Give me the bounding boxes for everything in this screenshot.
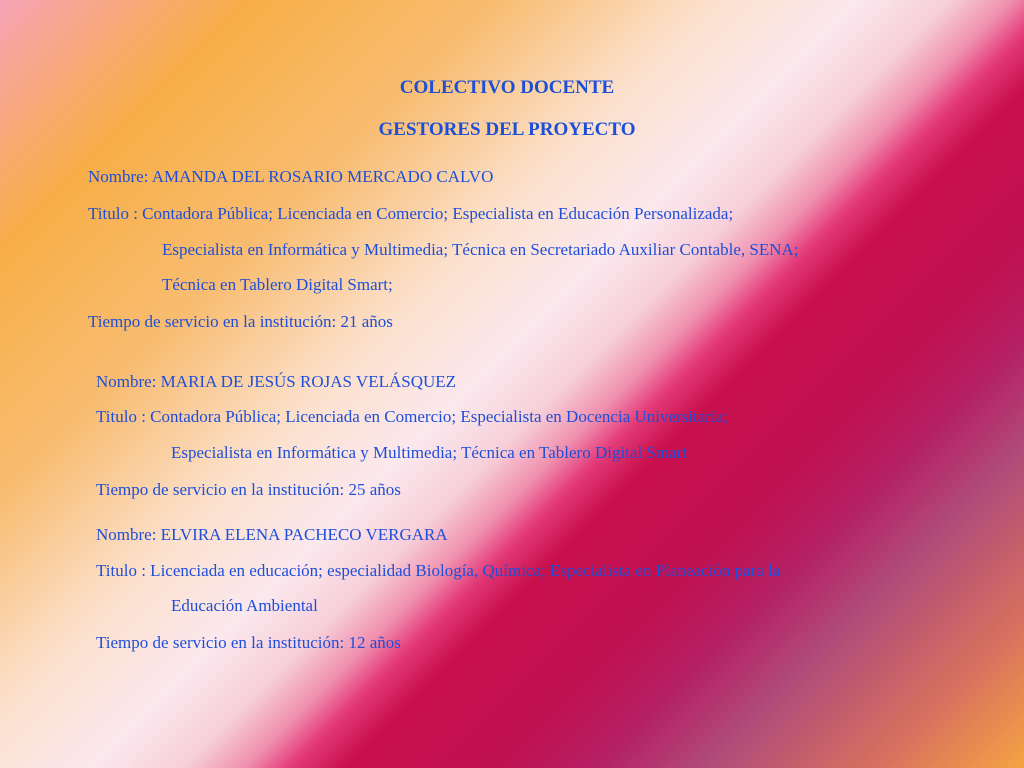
member-service-time: Tiempo de servicio en la institución: 21 años xyxy=(88,312,393,331)
heading-colectivo-docente: COLECTIVO DOCENTE xyxy=(399,77,615,98)
member-title-line: Titulo : Licenciada en educación; especialidad Biología, Química; Especialista en Planeación para la xyxy=(96,561,781,580)
member-name: Nombre: AMANDA DEL ROSARIO MERCADO CALVO xyxy=(88,167,494,186)
member-title-line: Técnica en Tablero Digital Smart; xyxy=(162,275,393,294)
member-service-time: Tiempo de servicio en la institución: 12 años xyxy=(96,633,401,652)
member-title-line: Titulo : Contadora Pública; Licenciada en Comercio; Especialista en Educación Personalizada; xyxy=(88,204,734,223)
member-title-line: Especialista en Informática y Multimedia; Técnica en Secretariado Auxiliar Contable, SENA; xyxy=(162,240,799,259)
member-name: Nombre: ELVIRA ELENA PACHECO VERGARA xyxy=(96,525,448,544)
member-title-line: Educación Ambiental xyxy=(171,596,318,615)
heading-gestores-proyecto: GESTORES DEL PROYECTO xyxy=(378,119,636,140)
member-title-line: Especialista en Informática y Multimedia; Técnica en Tablero Digital Smart xyxy=(171,443,688,462)
member-title-line: Titulo : Contadora Pública; Licenciada en Comercio; Especialista en Docencia Universitaria; xyxy=(96,407,728,426)
member-name: Nombre: MARIA DE JESÚS ROJAS VELÁSQUEZ xyxy=(96,372,457,391)
member-service-time: Tiempo de servicio en la institución: 25 años xyxy=(96,480,401,499)
